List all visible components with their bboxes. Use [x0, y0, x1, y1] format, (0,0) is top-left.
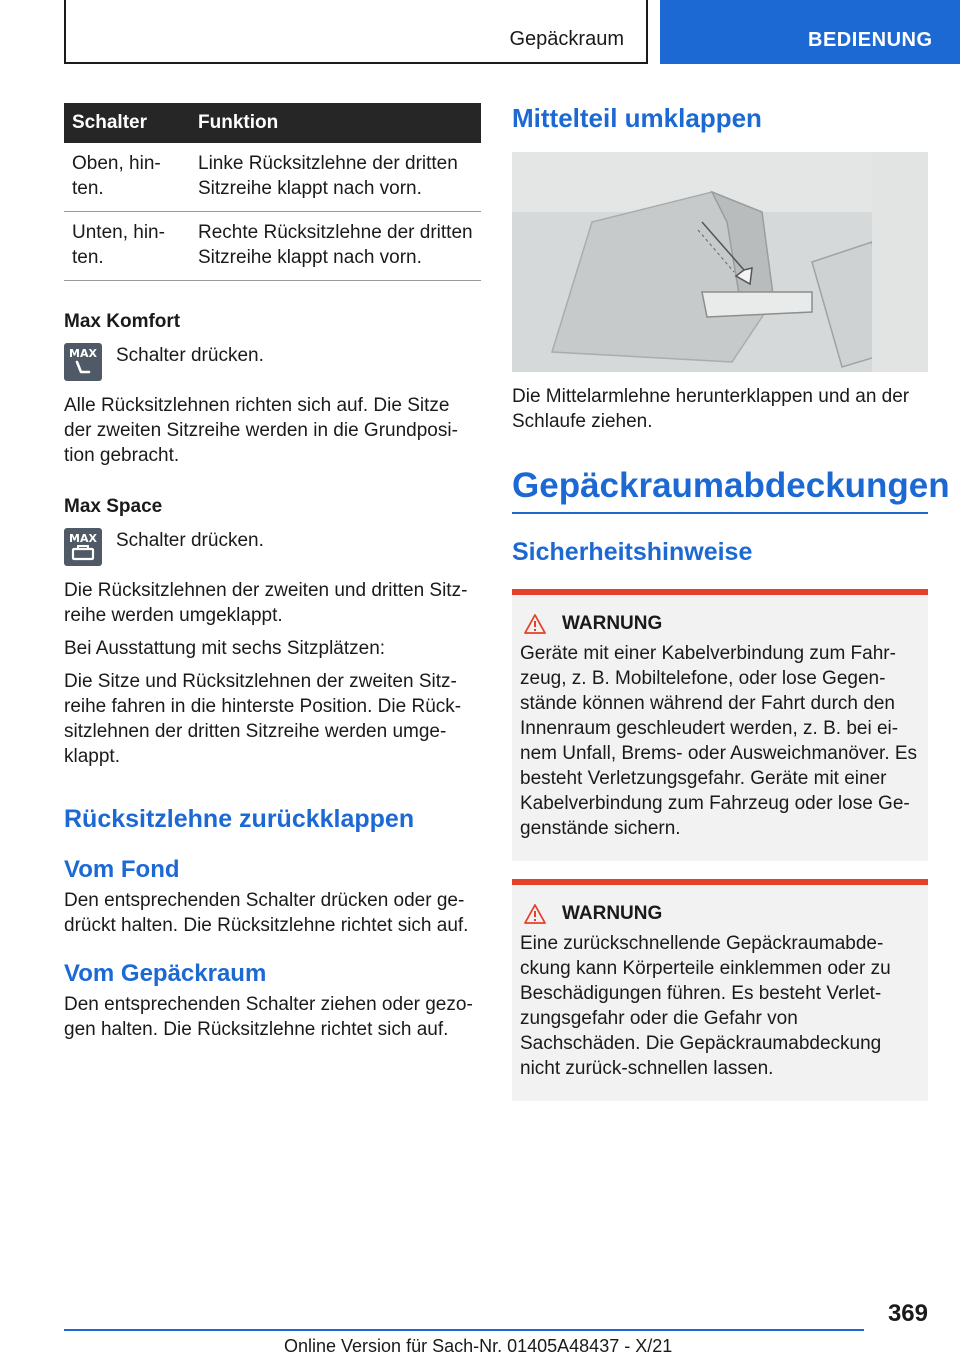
max-icon-text: MAX	[69, 347, 97, 360]
table-header-row	[64, 103, 481, 143]
table-cell-schalter: Oben, hin-ten.	[64, 143, 190, 212]
table-header-schalter: Schalter	[64, 103, 190, 143]
max-komfort-action: Schalter drücken.	[116, 345, 264, 366]
heading-zurueckklappen: Rücksitzlehne zurückklappen	[64, 805, 415, 833]
max-komfort-seat-icon	[64, 343, 102, 381]
warning-title-row	[520, 903, 920, 925]
warning-box	[512, 879, 928, 1101]
table-row	[64, 212, 481, 281]
page-number: 369	[887, 1300, 928, 1327]
max-space-label: Max Space	[64, 496, 163, 517]
max-komfort-row	[64, 343, 481, 381]
warning-box	[512, 589, 928, 861]
right-column	[512, 103, 950, 1101]
warning-text: Geräte mit einer Kabelverbindung zum Fahr-zeug, z. B. Mobiltelefone, oder lose Gegen-stände können während der Fahrt durch den Innenraum geschleudert werden, z. B. bei ei-nem Unfall, Brems- oder Ausweichmanöver. Es besteht Verletzungsgefahr. Geräte mit einer Kabelverbindung zum Fahrzeug oder lose Ge-genstände sichern.	[520, 643, 918, 839]
footer-divider	[64, 1329, 864, 1331]
header-frame	[64, 0, 648, 64]
heading-gepaeckraumabdeckungen: Gepäckraumabdeckungen	[512, 466, 928, 514]
warning-triangle-icon	[524, 904, 546, 924]
left-column	[64, 103, 481, 1042]
max-space-text-3: Die Sitze und Rücksitzlehnen der zweiten Sitz-reihe fahren in die hinterste Position. Die Rück-sitzlehnen der dritten Sitzreihe werden umge-klappt.	[64, 671, 462, 767]
max-space-trunk-icon	[64, 528, 102, 566]
max-space-text-1: Die Rücksitzlehnen der zweiten und dritten Sitz-reihe werden umgeklappt.	[64, 580, 468, 626]
mittelteil-text: Die Mittelarmlehne herunterklappen und an der Schlaufe ziehen.	[512, 386, 910, 432]
warning-title-row	[520, 613, 920, 635]
table-cell-funktion: Rechte Rücksitzlehne der dritten Sitzreihe klappt nach vorn.	[190, 212, 481, 281]
heading-sicherheitshinweise: Sicherheitshinweise	[512, 538, 753, 566]
chapter-tab[interactable]	[660, 0, 960, 64]
vom-fond-text: Den entsprechenden Schalter drücken oder ge-drückt halten. Die Rücksitzlehne richtet sich auf.	[64, 890, 469, 936]
max-komfort-label: Max Komfort	[64, 311, 181, 332]
max-space-action: Schalter drücken.	[116, 530, 264, 551]
max-space-row	[64, 528, 481, 566]
table-cell-funktion: Linke Rücksitzlehne der dritten Sitzreihe klappt nach vorn.	[190, 143, 481, 212]
warning-title: WARNUNG	[562, 903, 663, 924]
max-space-text-2: Bei Ausstattung mit sechs Sitzplätzen:	[64, 638, 386, 659]
table-header-funktion: Funktion	[190, 103, 481, 143]
vom-gepaeckraum-text: Den entsprechenden Schalter ziehen oder gezo-gen halten. Die Rücksitzlehne richtet sich auf.	[64, 994, 473, 1040]
section-title: Gepäckraum	[509, 28, 624, 50]
max-komfort-text: Alle Rücksitzlehnen richten sich auf. Die Sitze der zweiten Sitzreihe werden in die Grundposi-tion gebracht.	[64, 395, 458, 466]
heading-vom-gepaeckraum: Vom Gepäckraum	[64, 960, 267, 987]
footer-online-version: Online Version für Sach-Nr. 01405A48437 - X/21	[284, 1336, 673, 1356]
table-cell-schalter: Unten, hin-ten.	[64, 212, 190, 281]
rear-seat-armrest-photo	[512, 152, 928, 372]
heading-vom-fond: Vom Fond	[64, 856, 180, 883]
chapter-tab-label: BEDIENUNG	[808, 29, 933, 51]
warning-title: WARNUNG	[562, 613, 663, 634]
switch-function-table	[64, 103, 481, 281]
heading-mittelteil: Mittelteil umklappen	[512, 103, 762, 133]
warning-triangle-icon	[524, 614, 546, 634]
warning-text: Eine zurückschnellende Gepäckraumabde-ckung kann Körperteile einklemmen oder zu Beschädigungen führen. Es besteht Verlet-zungsgefahr oder die Gefahr von Sachschäden. Die Gepäckraumabdeckung nicht zurück-schnellen lassen.	[520, 933, 891, 1079]
max-icon-text: MAX	[69, 532, 97, 545]
table-row	[64, 143, 481, 212]
